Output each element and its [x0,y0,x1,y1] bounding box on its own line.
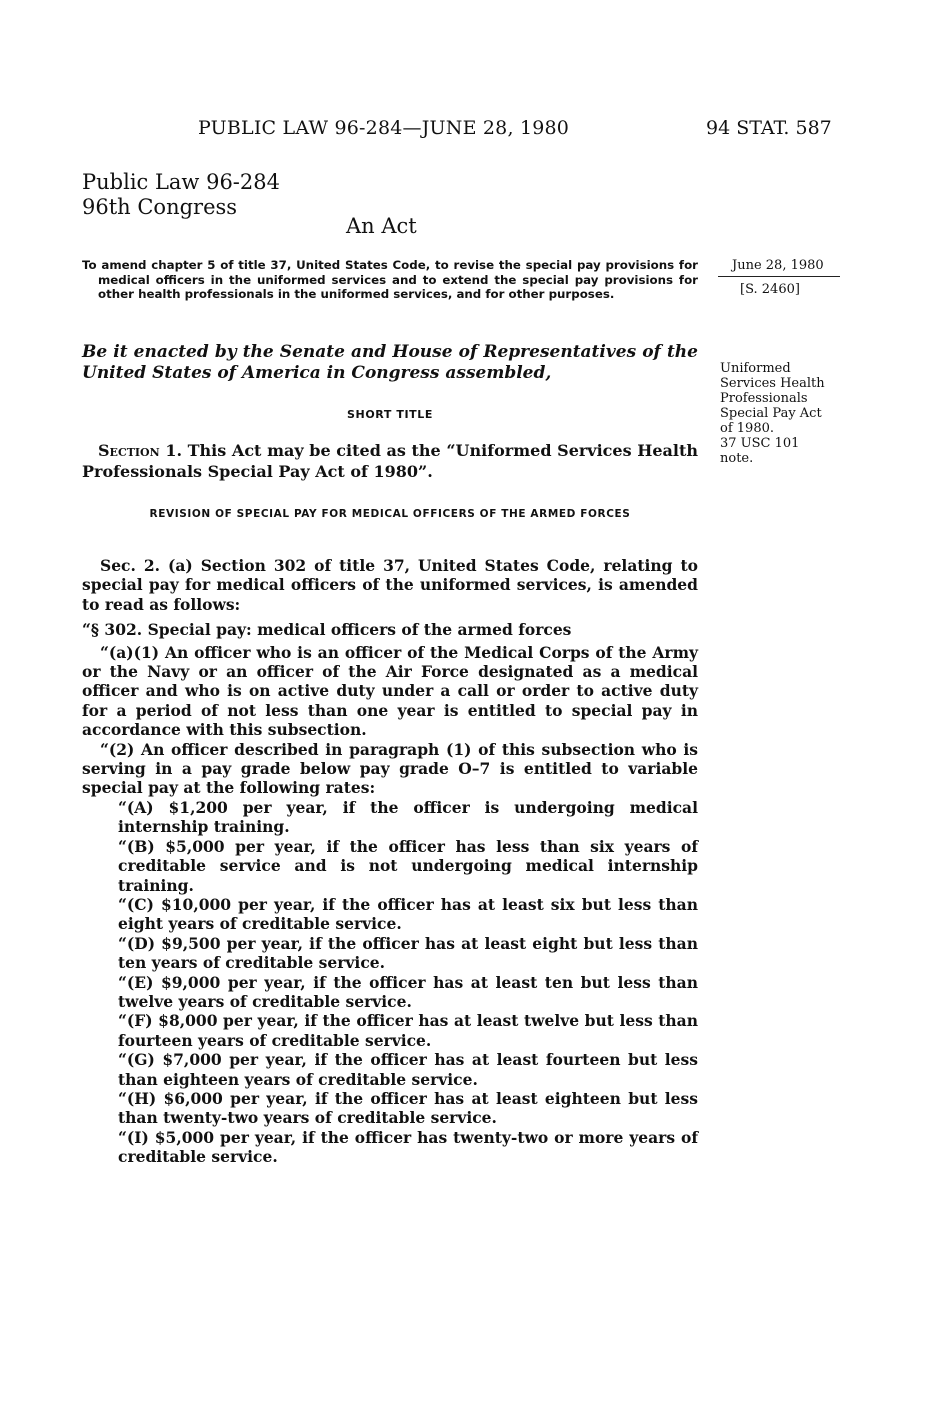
rate-item: “(D) $9,500 per year, if the officer has at least eight but less than ten years of creditable service. [118,933,698,973]
margin-line: note. [720,451,754,466]
margin-line: 37 USC 101 [720,436,800,451]
section-1 [82,440,698,482]
congress-number: 96th Congress [82,195,238,219]
margin-line: of 1980. [720,421,774,436]
rate-item: “(G) $7,000 per year, if the officer has at least fourteen but less than eighteen years of creditable service. [118,1050,698,1089]
margin-divider [718,276,840,277]
law-identifier [82,170,280,220]
rate-item: “(H) $6,000 per year, if the officer has at least eighteen but less than twenty-two years of creditable service. [118,1088,698,1128]
stat-citation: 94 STAT. 587 [706,117,832,139]
public-law-number: Public Law 96-284 [82,170,280,194]
rate-item: “(E) $9,000 per year, if the officer has at least ten but less than twelve years of creditable service. [118,972,698,1011]
long-title: To amend chapter 5 of title 37, United States Code, to revise the special pay provisions for medical officers in the uniformed services and to extend the special pay provisions for other health professionals in the uniformed services, and for other purposes. [82,258,698,301]
running-head: PUBLIC LAW 96-284—JUNE 28, 1980 [198,117,570,139]
margin-line: Uniformed [720,361,791,376]
section-2-body [82,556,698,1167]
rate-item: “(F) $8,000 per year, if the officer has at least twelve but less than fourteen years of creditable service. [118,1011,698,1050]
enactment-date-note: June 28, 1980 [732,258,824,273]
short-title-heading: SHORT TITLE [346,408,433,421]
paragraph-a2: “(2) An officer described in paragraph (1) of this subsection who is serving in a pay grade below pay grade O–7 is entitled to variable special pay at the following rates: [82,739,698,798]
bill-number-note: [S. 2460] [740,282,800,297]
section-1-text: 1. This Act may be cited as the “Uniformed Services Health Professionals Special Pay Act of 1980”. [82,441,699,481]
margin-line: Services Health [720,376,825,391]
section-2-intro: Sec. 2. (a) Section 302 of title 37, United States Code, relating to special pay for medical officers of the uniformed services, is amended to read as follows: [82,556,698,614]
section-302-heading: “§ 302. Special pay: medical officers of the armed forces [82,620,572,640]
margin-citation-note [720,361,840,466]
margin-line: Professionals [720,391,808,406]
margin-line: Special Pay Act [720,406,822,421]
paragraph-a1: “(a)(1) An officer who is an officer of the Medical Corps of the Army or the Navy or an officer of the Air Force designated as a medical officer and who is on active duty under a call or order to active duty for a period of not less than one year is entitled to special pay in accordance with this subsection. [82,642,698,740]
rate-item: “(B) $5,000 per year, if the officer has less than six years of creditable service and is not undergoing medical internship training. [118,836,698,895]
section-label: Section [98,441,160,460]
revision-heading: REVISION OF SPECIAL PAY FOR MEDICAL OFFICERS OF THE ARMED FORCES [149,508,631,520]
rate-item: “(A) $1,200 per year, if the officer is undergoing medical internship training. [118,797,698,837]
enacting-clause: Be it enacted by the Senate and House of Representatives of the United States of America in Congress assembled, [82,342,698,383]
page-header [0,117,946,147]
act-title: An Act [346,214,417,238]
rate-item: “(C) $10,000 per year, if the officer has at least six but less than eight years of creditable service. [118,894,698,934]
rate-item: “(I) $5,000 per year, if the officer has twenty-two or more years of creditable service. [118,1127,698,1167]
